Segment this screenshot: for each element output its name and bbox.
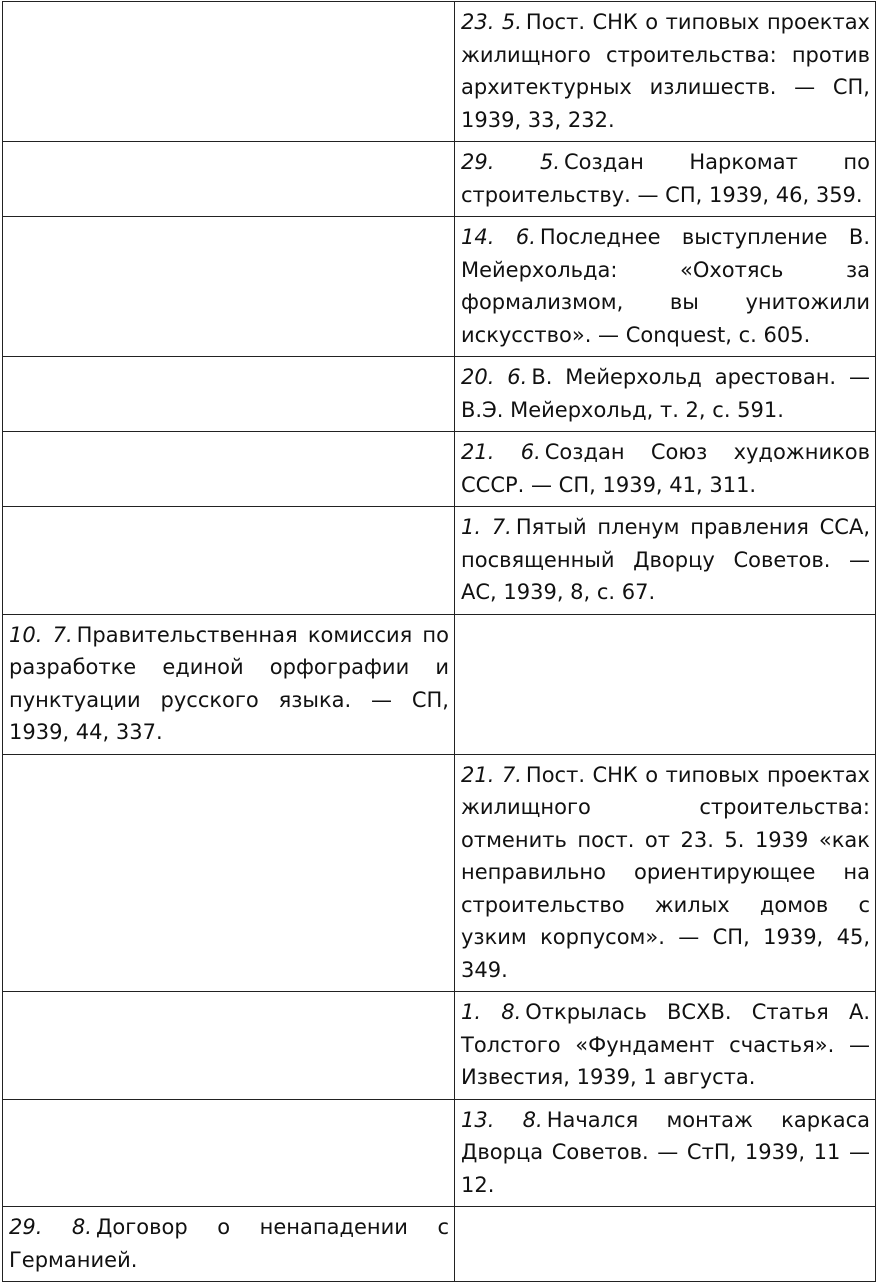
- entry-date: 29. 5.: [461, 150, 561, 174]
- entry-date: 29. 8.: [9, 1215, 92, 1239]
- entry-text: Правительственная комиссия по разработке единой орфографии и пунктуации русского языка. — СП, 1939, 44, 337.: [9, 622, 450, 744]
- left-cell: [3, 992, 455, 1100]
- entry-date: 21. 7.: [461, 762, 522, 787]
- entry-date: 1. 8.: [461, 1000, 522, 1024]
- table-row: [3, 754, 876, 992]
- entry-text: Пост. СНК о типовых проектах жилищного строительства: отменить пост. от 23. 5. 1939 «как неправильно ориентирующее на строительство жилых домов с узким корпусом». — СП, 1939, 45, 349.: [461, 762, 870, 982]
- table-row: [3, 992, 876, 1100]
- table-row: [3, 1099, 876, 1207]
- table-row: [3, 2, 876, 142]
- right-cell: [455, 614, 876, 754]
- entry-text: Договор о ненападении с Германией.: [9, 1215, 449, 1272]
- right-cell: [455, 1099, 876, 1207]
- right-cell: [455, 992, 876, 1100]
- right-cell: [455, 142, 876, 217]
- entry-date: 13. 8.: [461, 1107, 543, 1132]
- entry-text: В. Мейерхольд арестован. — В.Э. Мейерхольд, т. 2, с. 591.: [461, 365, 870, 422]
- left-cell: [3, 432, 455, 507]
- entry-text: Пост. СНК о типовых проектах жилищного строительства: против архитектурных излишеств. — СП, 1939, 33, 232.: [461, 10, 870, 132]
- right-cell: [455, 357, 876, 432]
- left-cell: [3, 614, 455, 754]
- entry-date: 21. 6.: [461, 440, 541, 464]
- left-cell: [3, 357, 455, 432]
- entry-date: 14. 6.: [461, 225, 536, 249]
- right-cell: [455, 432, 876, 507]
- left-cell: [3, 2, 455, 142]
- table-row: [3, 357, 876, 432]
- entry-text: Открылась ВСХВ. Статья А. Толстого «Фундамент счастья». — Известия, 1939, 1 августа.: [461, 1000, 870, 1089]
- right-cell: [455, 217, 876, 357]
- right-cell: [455, 754, 876, 992]
- table-row: [3, 614, 876, 754]
- entry-date: 10. 7.: [9, 622, 73, 647]
- table-row: [3, 1207, 876, 1282]
- entry-date: 1. 7.: [461, 515, 512, 539]
- table-row: [3, 142, 876, 217]
- right-cell: [455, 507, 876, 615]
- entry-text: Создан Союз художников СССР. — СП, 1939, 41, 311.: [461, 440, 870, 497]
- entry-text: Последнее выступление В. Мейерхольда: «Охотясь за формализмом, вы унитожили искусство». — Conquest, с. 605.: [461, 225, 870, 347]
- entry-text: Создан Наркомат по строительству. — СП, 1939, 46, 359.: [461, 150, 870, 207]
- left-cell: [3, 217, 455, 357]
- chronicle-table: [2, 1, 876, 1282]
- table-row: [3, 507, 876, 615]
- right-cell: [455, 1207, 876, 1282]
- table-row: [3, 432, 876, 507]
- entry-text: Пятый пленум правления ССА, посвященный Дворцу Советов. — АС, 1939, 8, с. 67.: [461, 515, 870, 604]
- entry-date: 23. 5.: [461, 10, 522, 34]
- left-cell: [3, 1207, 455, 1282]
- left-cell: [3, 754, 455, 992]
- table-row: [3, 217, 876, 357]
- right-cell: [455, 2, 876, 142]
- entry-date: 20. 6.: [461, 365, 528, 389]
- entry-text: Начался монтаж каркаса Дворца Советов. — СтП, 1939, 11 — 12.: [461, 1107, 871, 1197]
- left-cell: [3, 1099, 455, 1207]
- left-cell: [3, 142, 455, 217]
- left-cell: [3, 507, 455, 615]
